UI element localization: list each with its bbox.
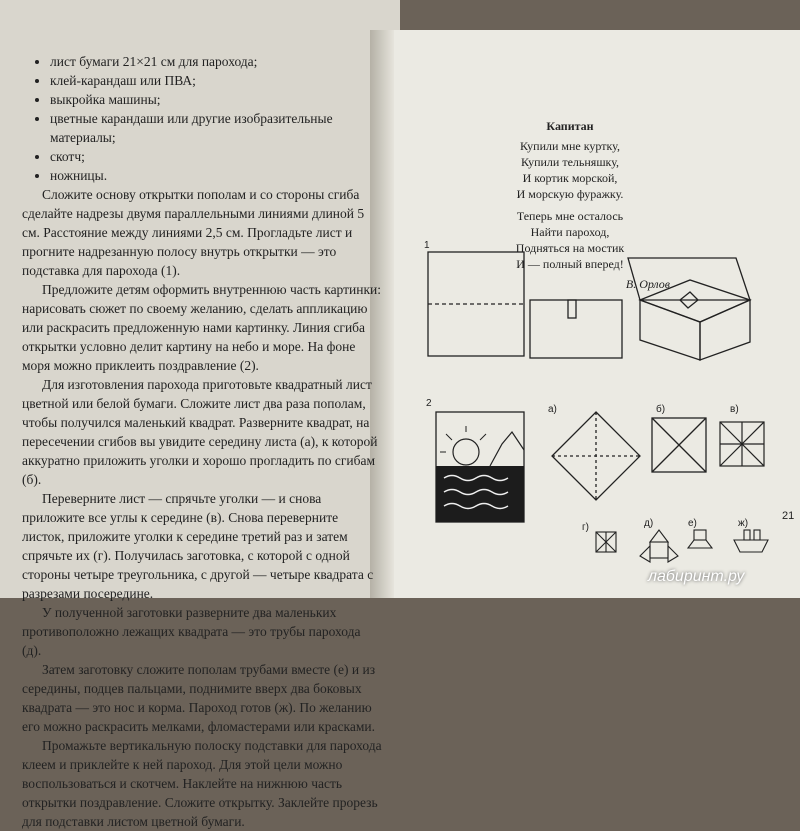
figure-1-label: 1 [424,240,430,251]
figure-1-card-folded [628,258,750,360]
poem-line: И — полный вперед! [516,257,624,271]
step-a-label: а) [548,404,557,415]
paragraph: Сложите основу открытки пополам и со стороны сгиба сделайте надрезы двумя параллельными линиями длиной 5 см. Расстояние между линиями 2,5 см. Прогладьте лист и прогните надрезанную полосу внутрь открытки — это подставка для парохода (1). [22,187,365,278]
paragraph: У полученной заготовки разверните два маленьких противоположно лежащих квадрата — это трубы парохода (д). [22,605,361,658]
step-b-label: б) [656,404,666,415]
fold-step-d [640,530,678,562]
poem-line: Теперь мне осталось [516,209,624,223]
paragraph: Затем заготовку сложите пополам трубами вместе (е) и из середины, подцев пальцами, поднимите вверх два боковых квадрата — это нос и корма. Пароход готов (ж). По желанию его можно раскрасить мелками, фломастерами или красками. [22,662,376,734]
poem-line: И морскую фуражку. [516,187,624,201]
poem-author: В. Орлов [625,277,670,291]
step-e-label: е) [688,518,697,529]
figure-2-card-picture [436,412,524,522]
list-item: • скотч; [50,147,382,166]
list-item: • клей-карандаш или ПВА; [50,71,382,90]
step-d-label: д) [644,518,654,529]
step-g-label: г) [582,522,589,533]
list-item: • ножницы. [50,166,382,185]
page-number: 21 [782,510,795,522]
poem-line: И кортик морской, [522,171,618,185]
step-zh-label: ж) [738,518,749,529]
list-item: • цветные карандаши или другие изобразительные материалы; [50,109,382,147]
figure-1-card-cut [530,300,622,358]
poem-line: Подняться на мостик [515,241,625,255]
paragraph: Предложите детям оформить внутреннюю часть картинки: нарисовать сюжет по своему желанию, сделать аппликацию или раскрасить предложенную нами картинку. Линия сгиба открытки условно делит картину на небо и море. На фоне моря можно приклеить поздравление (2). [22,282,382,373]
poem-line: Купили тельняшку, [520,155,620,169]
poem-line: Найти пароход, [530,225,610,239]
poem-line: Купили мне куртку, [520,139,620,153]
watermark-logo: лабиринт.ру [648,568,745,585]
fold-step-v [720,422,764,466]
step-v-label: в) [730,404,739,415]
figure-2-label: 2 [426,398,432,409]
fold-step-b [652,418,706,472]
paragraph: Промажьте вертикальную полоску подставки для парохода клеем и приклейте к ней пароход. Для этой цели можно воспользоваться и скотчем. Наклейте на нижнюю часть открытки поздравление. Сложите открытку. Заклейте прорезь для подставки листом цветной бумаги. [22,738,382,829]
list-item: • выкройка машины; [50,90,382,109]
fold-step-g [596,532,616,552]
fold-step-zh [734,530,768,552]
figure-1-card-open [428,252,524,356]
fold-step-a [552,412,640,500]
poem-title: Капитан [546,119,594,133]
fold-step-e [688,530,712,548]
paragraph: Для изготовления парохода приготовьте квадратный лист цветной или белой бумаги. Сложите лист два раза пополам, чтобы получился маленький квадрат. Разверните квадрат, на пересечении сгибов вы увидите середину листа (а), к которой аккуратно приложить уголки и хорошо прогладить по сгибам (б). [22,377,378,487]
paragraph: Переверните лист — спрячьте уголки — и снова приложите все углы к середине (в). Снова переверните листок, приложите уголки к середине третий раз и затем спрячьте их (г). Получилась заготовка, с которой с одной стороны четыре треугольника, с другой — четыре квадрата с разрезами посередине. [22,491,374,601]
list-item: • лист бумаги 21×21 см для парохода; [50,52,382,71]
